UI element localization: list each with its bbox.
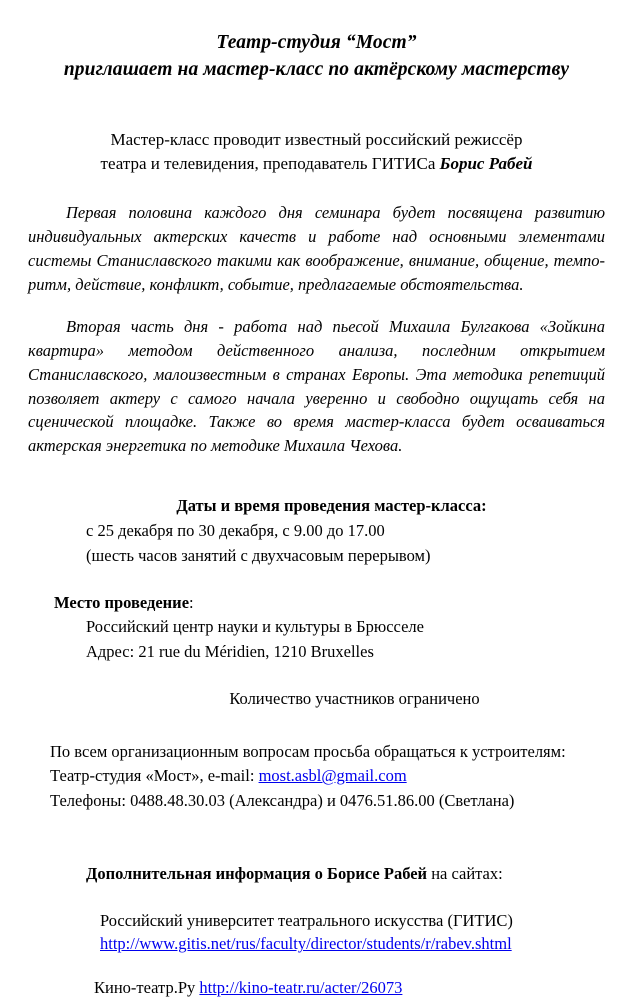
more-info-heading-bold: Дополнительная информация о Борисе Рабей [86,863,428,883]
title-line-2: приглашает на мастер-класс по актёрскому мастерству [63,58,570,80]
paragraph-second-half: Вторая часть дня - работа над пьесой Михаила Булгакова «Зойкина квартира» методом действенного анализа, последним открытием Станиславского, малоизвестным в странах Европы. Эта методика репетиций позволяет актеру с самого начала уверенно и свободно ощущать себя на сценической площадке. Также во время мастер-класса будет осваиваться актерская энергетика по методике Михаила Чехова. [28,316,605,456]
contacts-phones: Телефоны: 0488.48.30.03 (Александра) и 0476.51.86.00 (Светлана) [50,791,515,811]
spacer-after-venue [86,665,605,687]
contacts-intro: По всем организационным вопросам просьба обращаться к устроителям: [50,741,566,761]
intro-block [28,128,605,177]
site-gitis-name: Российский университет театрального искусства (ГИТИС) [100,910,513,930]
schedule-heading: Даты и время проведения мастер-класса: [176,496,487,516]
site-kinoteatr-name: Кино-театр.Ру [94,978,200,998]
spacer-after-schedule [86,569,605,591]
title-line-1: Театр-студия “Мост” [216,32,417,53]
email-link[interactable]: most.asbl@gmail.com [258,766,407,786]
site-gitis [86,909,605,957]
venue-heading-text: Место проведение [54,592,190,612]
contacts-section [28,740,605,814]
site-kinoteatr [86,976,605,1000]
presenter-name: Борис Рабей [439,154,533,174]
venue-address: Адрес: 21 rue du Méridien, 1210 Bruxelles [86,642,374,662]
intro-line-1: Мастер-класс проводит известный российский режиссёр [110,129,523,149]
venue-name: Российский центр науки и культуры в Брюсселе [86,617,424,637]
schedule-dates: с 25 декабря по 30 декабря, с 9.00 до 17.00 [86,521,385,541]
schedule-note: (шесть часов занятий с двухчасовым перерывом) [86,545,431,565]
intro-line-2 [28,152,605,177]
participants-limit-note: Количество участников ограничено [229,688,480,708]
more-info-section [28,862,605,1000]
site-gitis-link[interactable]: http://www.gitis.net/rus/faculty/director/students/r/rabev.shtml [100,934,512,954]
more-info-heading [86,862,605,887]
paragraph-first-half: Первая половина каждого дня семинара будет посвящена развитию индивидуальных актерских качеств и работе над основными элементами системы Станиславского такими как воображение, внимание, общение, темпо-ритм, действие, конфликт, событие, предлагаемые обстоятельства. [28,203,605,294]
details-section [28,494,605,711]
more-info-heading-suffix: на сайтах: [427,863,503,883]
site-kinoteatr-link[interactable]: http://kino-teatr.ru/acter/26073 [199,978,403,998]
contacts-email-line [50,764,605,789]
venue-heading-colon: : [189,592,194,612]
contacts-email-prefix: Театр-студия «Мост», e-mail: [50,766,259,786]
venue-heading [54,591,605,616]
document-title [28,30,605,84]
intro-line-2-prefix: театра и телевидения, преподаватель ГИТИСа [100,154,440,174]
